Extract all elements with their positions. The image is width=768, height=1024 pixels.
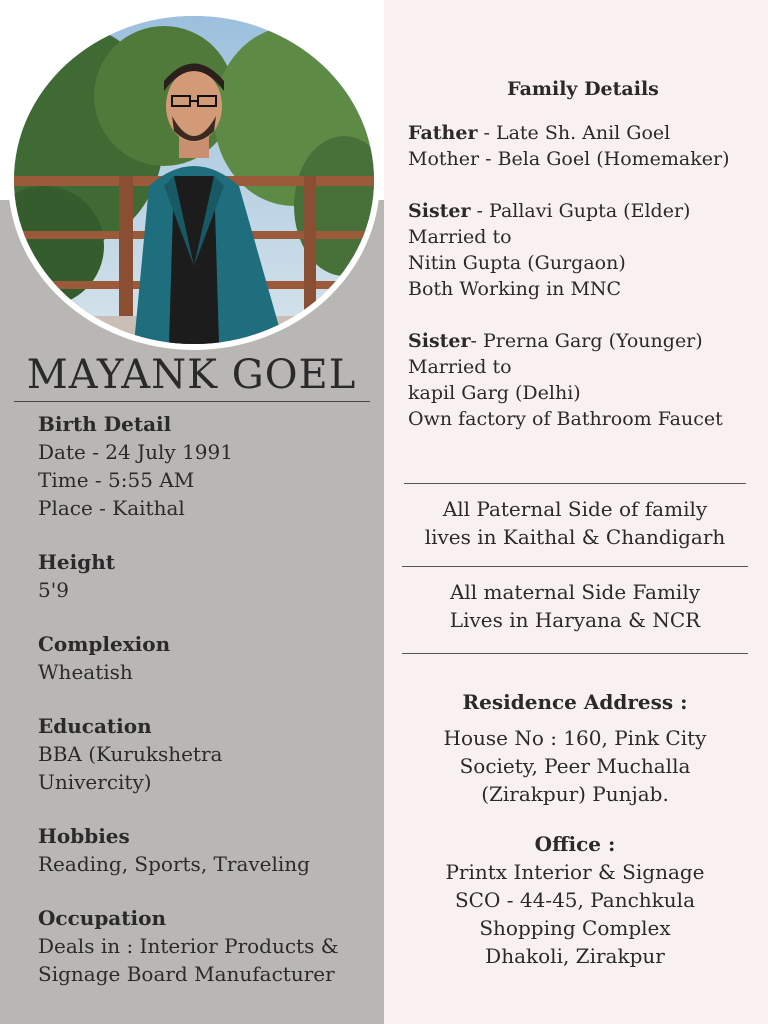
education-line: Univercity) (38, 770, 152, 794)
height-value: 5'9 (38, 578, 69, 602)
birth-detail-section (38, 410, 378, 522)
occupation-line: Signage Board Manufacturer (38, 962, 335, 986)
education-section (38, 712, 378, 796)
hobbies-section (38, 822, 378, 878)
divider (402, 566, 748, 567)
maternal-line: Lives in Haryana & NCR (449, 608, 701, 632)
sister-label: Sister (408, 200, 471, 222)
residence-line: House No : 160, Pink City (443, 726, 707, 750)
residence-title: Residence Address : (462, 690, 688, 714)
sister-detail: Nitin Gupta (Gurgaon) (408, 252, 626, 274)
elder-sister-group (408, 198, 758, 302)
office-title: Office : (534, 832, 616, 856)
divider (404, 483, 746, 484)
sister-detail: Both Working in MNC (408, 278, 622, 300)
birth-time: Time - 5:55 AM (38, 468, 195, 492)
maternal-line: All maternal Side Family (449, 580, 701, 604)
maternal-note (400, 578, 750, 634)
occupation-line: Deals in : Interior Products & (38, 934, 339, 958)
residence-section (400, 688, 750, 808)
residence-line: Society, Peer Muchalla (459, 754, 691, 778)
paternal-note (400, 495, 750, 551)
sister-detail: kapil Garg (Delhi) (408, 382, 581, 404)
paternal-line: All Paternal Side of family (442, 497, 708, 521)
education-title: Education (38, 714, 152, 738)
sister-label: Sister (408, 330, 471, 352)
office-line: SCO - 44-45, Panchkula (454, 888, 695, 912)
father-label: Father (408, 122, 478, 144)
mother-line: Mother - Bela Goel (Homemaker) (408, 148, 730, 170)
birth-detail-title: Birth Detail (38, 412, 172, 436)
office-line: Shopping Complex (479, 916, 671, 940)
height-section (38, 548, 378, 604)
name-divider (14, 401, 370, 402)
residence-line: (Zirakpur) Punjab. (481, 782, 669, 806)
profile-photo (14, 16, 374, 344)
sister-line (408, 328, 758, 354)
birth-date: Date - 24 July 1991 (38, 440, 233, 464)
sister-detail: Married to (408, 356, 512, 378)
profile-photo-illustration (14, 16, 374, 344)
education-line: BBA (Kurukshetra (38, 742, 223, 766)
occupation-section (38, 904, 378, 988)
sister-text: - Prerna Garg (Younger) (470, 330, 703, 352)
complexion-title: Complexion (38, 632, 171, 656)
occupation-title: Occupation (38, 906, 166, 930)
height-title: Height (38, 550, 115, 574)
hobbies-title: Hobbies (38, 824, 130, 848)
younger-sister-group (408, 328, 758, 432)
office-line: Dhakoli, Zirakpur (485, 944, 665, 968)
family-details-title: Family Details (507, 78, 659, 100)
father-text: - Late Sh. Anil Goel (477, 122, 671, 144)
sister-text: - Pallavi Gupta (Elder) (470, 200, 691, 222)
personal-details (38, 410, 378, 1014)
complexion-section (38, 630, 378, 686)
parents-group (408, 120, 758, 172)
father-line (408, 120, 758, 146)
hobbies-value: Reading, Sports, Traveling (38, 852, 310, 876)
office-section (400, 830, 750, 970)
paternal-line: lives in Kaithal & Chandigarh (424, 525, 726, 549)
sister-line (408, 198, 758, 224)
sister-detail: Married to (408, 226, 512, 248)
person-name: MAYANK GOEL (26, 352, 357, 398)
complexion-value: Wheatish (38, 660, 133, 684)
divider (402, 653, 748, 654)
birth-place: Place - Kaithal (38, 496, 185, 520)
office-line: Printx Interior & Signage (445, 860, 705, 884)
family-details (408, 76, 758, 458)
sister-detail: Own factory of Bathroom Faucet (408, 408, 723, 430)
